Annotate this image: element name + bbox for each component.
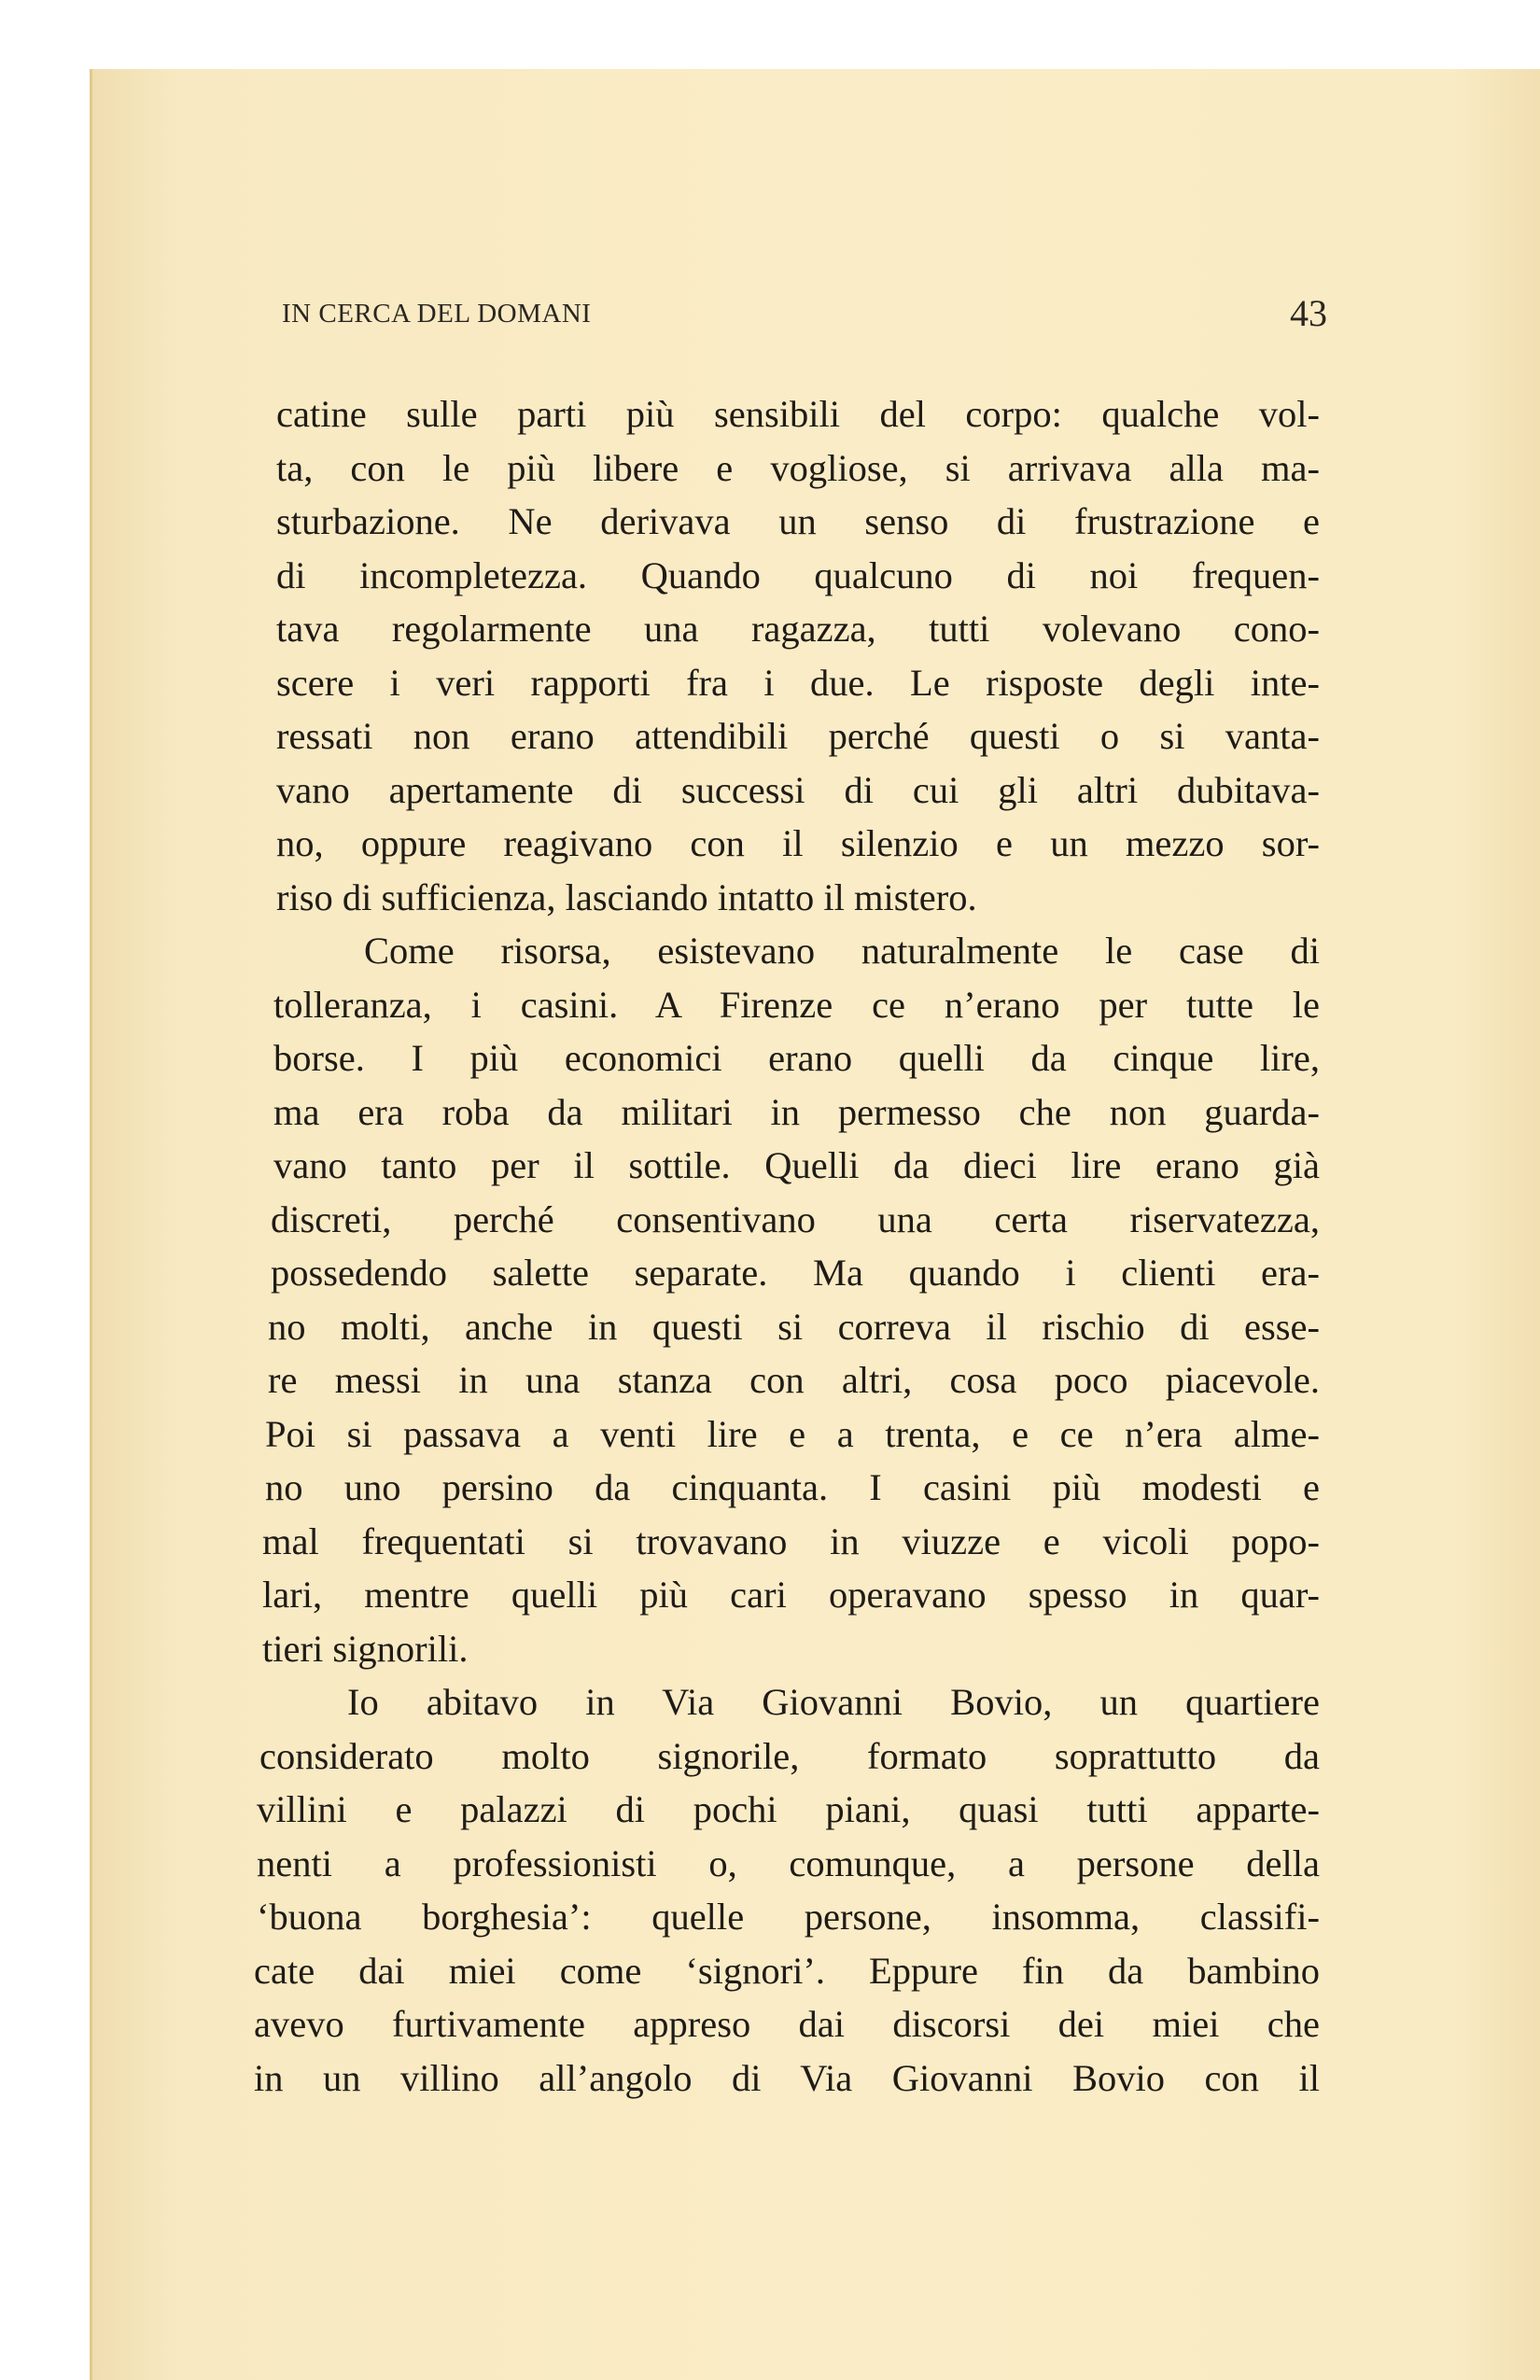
text-line: cate dai miei come ‘signori’. Eppure fin da bambino xyxy=(254,1949,1320,1992)
text-line: no molti, anche in questi si correva il rischio di esse- xyxy=(268,1305,1320,1348)
text-line: villini e palazzi di pochi piani, quasi tutti apparte- xyxy=(257,1788,1320,1830)
text-line: discreti, perché consentivano una certa riservatezza, xyxy=(271,1197,1320,1240)
text-line: ‘buona borghesia’: quelle persone, insomma, classifi- xyxy=(257,1896,1320,1938)
text-line: di incompletezza. Quando qualcuno di noi frequen- xyxy=(276,553,1320,596)
text-line: tieri signorili. xyxy=(262,1627,469,1670)
text-line: Come risorsa, esistevano naturalmente le case di xyxy=(364,930,1320,972)
text-line: no, oppure reagivano con il silenzio e un mezzo sor- xyxy=(276,822,1320,864)
paragraph-1 xyxy=(276,387,1320,924)
page-number: 43 xyxy=(1290,292,1327,334)
text-line: ressati non erano attendibili perché questi o si vanta- xyxy=(276,715,1320,757)
text-line: no uno persino da cinquanta. I casini più modesti e xyxy=(265,1466,1320,1508)
text-line: nenti a professionisti o, comunque, a persone della xyxy=(257,1841,1320,1884)
paragraph-2 xyxy=(262,924,1320,1675)
text-line: ma era roba da militari in permesso che non guarda- xyxy=(273,1090,1320,1133)
text-line: vano tanto per il sottile. Quelli da dieci lire erano già xyxy=(273,1144,1320,1186)
text-line: re messi in una stanza con altri, cosa poco piacevole. xyxy=(268,1359,1320,1401)
text-line: mal frequentati si trovavano in viuzze e vicoli popo- xyxy=(262,1519,1320,1562)
text-line: avevo furtivamente appreso dai discorsi dei miei che xyxy=(254,2003,1320,2045)
text-line: vano apertamente di successi di cui gli altri dubitava- xyxy=(276,768,1320,811)
text-line: Io abitavo in Via Giovanni Bovio, un quartiere xyxy=(347,1681,1320,1723)
running-head xyxy=(282,291,1327,338)
running-title: IN CERCA DEL DOMANI xyxy=(282,299,592,329)
text-line: tava regolarmente una ragazza, tutti volevano cono- xyxy=(276,608,1320,650)
text-line: tolleranza, i casini. A Firenze ce n’erano per tutte le xyxy=(273,983,1320,1026)
text-line: in un villino all’angolo di Via Giovanni Bovio con il xyxy=(254,2056,1320,2099)
text-line: considerato molto signorile, formato soprattutto da xyxy=(259,1734,1320,1777)
text-line: Poi si passava a venti lire e a trenta, e ce n’era alme- xyxy=(265,1412,1320,1455)
text-line: lari, mentre quelli più cari operavano spesso in quar- xyxy=(262,1574,1320,1616)
text-line: riso di sufficienza, lasciando intatto il mistero. xyxy=(276,875,977,918)
text-line: ta, con le più libere e vogliose, si arrivava alla ma- xyxy=(276,446,1320,489)
body-text xyxy=(254,387,1320,2105)
text-line: borse. I più economici erano quelli da cinque lire, xyxy=(273,1037,1320,1079)
paragraph-3 xyxy=(254,1675,1320,2105)
text-line: possedendo salette separate. Ma quando i clienti era- xyxy=(271,1252,1320,1294)
text-line: catine sulle parti più sensibili del corpo: qualche vol- xyxy=(276,393,1320,435)
text-line: scere i veri rapporti fra i due. Le risposte degli inte- xyxy=(276,661,1320,704)
text-line: sturbazione. Ne derivava un senso di frustrazione e xyxy=(276,500,1320,542)
